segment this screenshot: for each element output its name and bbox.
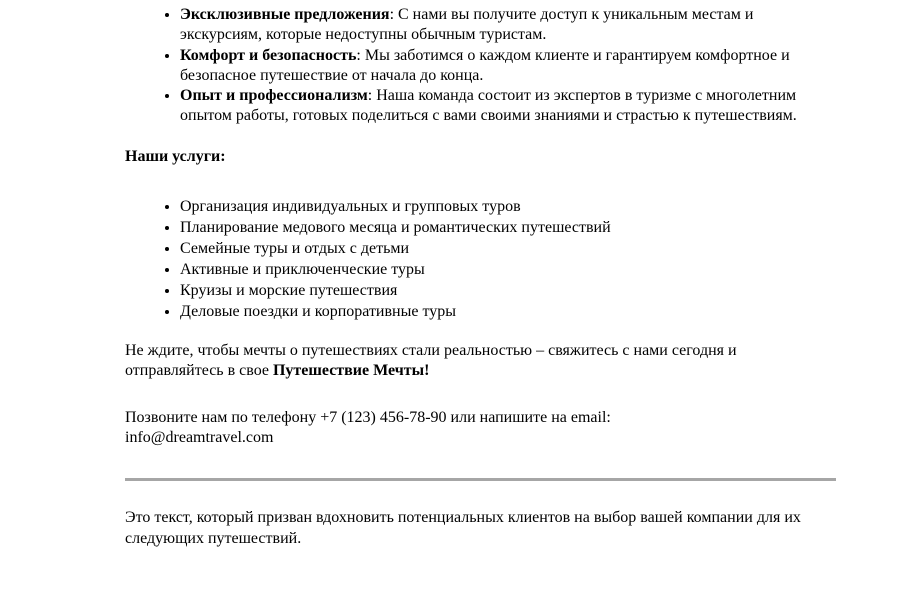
footer-paragraph: Это текст, который призван вдохновить потенциальных клиентов на выбор вашей компании для их следующих путешествий. (125, 509, 801, 547)
cta-text: Не ждите, чтобы мечты о путешествиях стали реальностью – свяжитесь с нами сегодня и отправляйтесь в свое (125, 342, 737, 380)
list-item-label: Эксклюзивные предложения (180, 6, 390, 23)
list-item-text: : Наша команда состоит из экспертов в туризме с многолетним опытом работы, готовых поделиться с вами своими знаниями и страстью к путешествиям. (180, 87, 797, 125)
list-item: • Семейные туры и отдых с детьми (180, 238, 836, 259)
list-item: • Круизы и морские путешествия (180, 280, 836, 301)
features-list (125, 5, 836, 127)
list-item: • Планирование медового месяца и романтических путешествий (180, 217, 836, 238)
list-item: • Активные и приключенческие туры (180, 259, 836, 280)
list-item-text: : С нами вы получите доступ к уникальным местам и экскурсиям, которые недоступны обычным туристам. (180, 6, 754, 44)
horizontal-rule (125, 478, 836, 481)
email-text: info@dreamtravel.com (125, 428, 274, 446)
services-list (125, 196, 836, 322)
contact-text: Позвоните нам по телефону +7 (123) 456-78-90 или напишите на email: (125, 408, 611, 426)
list-item-text: : Мы заботимся о каждом клиенте и гарантируем комфортное и безопасное путешествие от начала до конца. (180, 46, 790, 84)
cta-paragraph (125, 341, 836, 382)
contact-paragraph (125, 408, 836, 449)
list-item-label: Комфорт и безопасность (180, 46, 357, 64)
list-item-label: Опыт и профессионализм (180, 87, 368, 105)
list-item (180, 46, 836, 87)
list-item: • Деловые поездки и корпоративные туры (180, 301, 836, 322)
cta-bold-text: Путешествие Мечты! (272, 362, 430, 380)
list-item (180, 5, 836, 46)
services-heading: Наши услуги: (125, 147, 226, 165)
list-item (180, 86, 836, 127)
list-item: • Организация индивидуальных и групповых туров (180, 196, 836, 217)
